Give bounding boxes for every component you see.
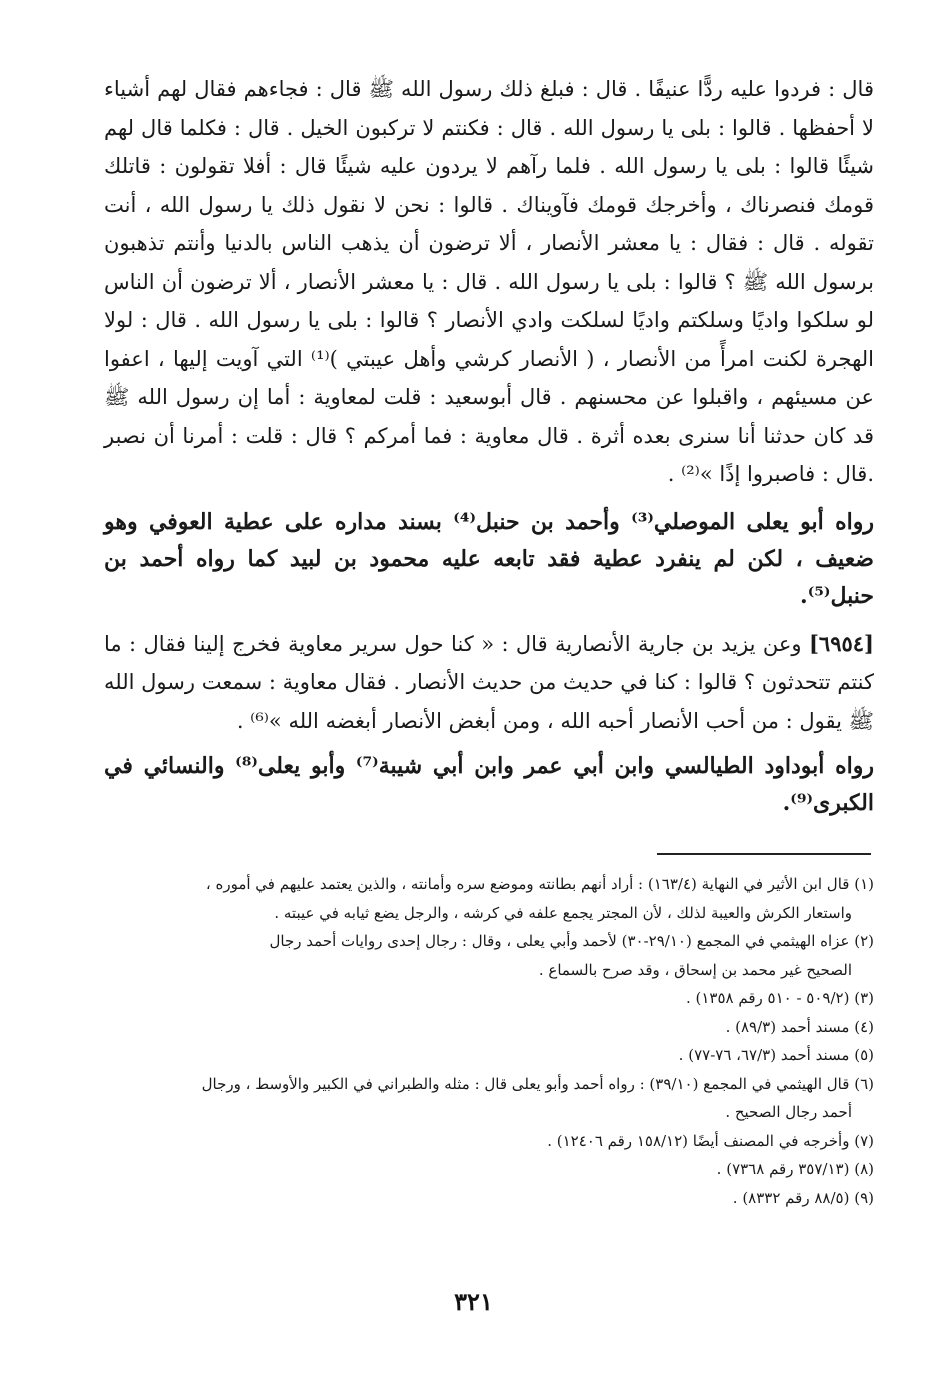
footnote-continuation: واستعار الكرش والعيبة لذلك ، لأن المجتر يجمع علفه في كرشه ، والرجل يضع ثيابه في عيبته . — [274, 903, 852, 922]
footnote — [104, 1155, 874, 1184]
takhrij-paragraph: رواه أبو يعلى الموصلي⁽³⁾ وأحمد بن حنبل⁽⁴⁾ بسند مداره على عطية العوفي وهو ضعيف ، لكن لم ينفرد عطية فقد تابعه عليه محمود بن لبيد كما رواه أحمد بن حنبل⁽⁵⁾. — [104, 508, 875, 609]
footnote-marker: (١) — [854, 875, 874, 893]
footnote-text: وأخرجه في المصنف أيضًا (١٥٨/١٢ رقم ١٢٤٠٦) . — [547, 1131, 850, 1150]
page-number: ٣٢١ — [454, 1287, 493, 1316]
footnote — [104, 1127, 874, 1156]
footnote-text: مسند أحمد (٦٧/٣، ٧٦-٧٧) . — [678, 1046, 850, 1064]
footnote — [104, 1041, 874, 1070]
footnote — [104, 1013, 874, 1042]
footnote-marker: (٣) — [854, 989, 874, 1007]
footnote-text: (٥٠٩/٢ - ٥١٠ رقم ١٣٥٨) . — [685, 989, 850, 1007]
hadith-number: [٦٩٥٤] — [808, 630, 874, 656]
footnote-continuation: أحمد رجال الصحيح . — [725, 1103, 852, 1121]
footnote — [104, 1070, 874, 1127]
footnote-text: مسند أحمد (٨٩/٣) . — [725, 1017, 850, 1036]
footnote-marker: (٥) — [854, 1046, 874, 1064]
footnote-marker: (٨) — [854, 1160, 874, 1178]
footnote-continuation: الصحيح غير محمد بن إسحاق ، وقد صرح بالسماع . — [538, 960, 852, 979]
footnote-marker: (٤) — [854, 1017, 874, 1036]
footnote — [104, 1184, 874, 1213]
main-text — [104, 70, 874, 822]
hadith-text: وعن يزيد بن جارية الأنصارية قال : « كنا حول سرير معاوية فخرج إلينا فقال : ما كنتم تتحدثون ؟ قالوا : كنا في حديث من حديث الأنصار . فقال معاوية : سمعت رسول الله ﷺ يقول : من أحب الأنصار أحبه الله ، ومن أبغض الأنصار أبغضه الله »⁽⁶⁾ . — [104, 631, 874, 733]
footnote-marker: (٩) — [854, 1188, 874, 1207]
footnote — [104, 870, 874, 927]
footnote-text: قال ابن الأثير في النهاية (١٦٣/٤) : أراد أنهم بطانته وموضع سره وأمانته ، والذين يعتمد عليهم في أموره ، — [205, 875, 850, 893]
footnote-marker: (٦) — [854, 1074, 874, 1093]
footnote-text: (٣٥٧/١٣ رقم ٧٣٦٨) . — [716, 1160, 850, 1178]
footnote-marker: (٢) — [854, 932, 874, 950]
footnote-marker: (٧) — [854, 1131, 874, 1150]
footnote-text: عزاه الهيثمي في المجمع (٢٩/١٠-٣٠) لأحمد وأبي يعلى ، وقال : رجال إحدى روايات أحمد رجال — [269, 932, 850, 950]
takhrij-paragraph-2: رواه أبوداود الطيالسي وابن أبي عمر وابن أبي شيبة⁽⁷⁾ وأبو يعلى⁽⁸⁾ والنسائي في الكبرى⁽⁹⁾. — [104, 753, 874, 816]
footnote-divider — [657, 853, 871, 855]
footnotes — [104, 870, 874, 1212]
hadith-paragraph: قال : فردوا عليه ردًّا عنيفًا . قال : فبلغ ذلك رسول الله ﷺ قال : فجاءهم فقال لهم أشياء لا أحفظها . قالوا : بلى يا رسول الله . قال : فكنتم لا تركبون الخيل . قال : فكلما قال لهم شيئًا قالوا : بلى يا رسول الله . فلما رآهم لا يردون عليه شيئًا قال : أفلا تقولون : قاتلك قومك فنصرناك ، وأخرجك قومك فآويناك . قالوا : نحن لا نقول ذلك يا رسول الله ، أنت تقوله . قال : فقال : يا معشر الأنصار ، ألا ترضون أن يذهب الناس بالدنيا وأنتم تذهبون برسول الله ﷺ ؟ قالوا : بلى يا رسول الله . قال : يا معشر الأنصار ، ألا ترضون أن الناس لو سلكوا واديًا وسلكتم واديًا لسلكت وادي الأنصار ؟ قالوا : بلى يا رسول الله . قال : لولا الهجرة لكنت امرأً من الأنصار ، ( الأنصار كرشي وأهل عيبتي )⁽¹⁾ التي آويت إليها ، اعفوا عن مسيئهم ، واقبلوا عن محسنهم . قال أبوسعيد : قلت لمعاوية : أما إن رسول الله ﷺ قد كان حدثنا أنا سنرى بعده أثرة . قال معاوية : فما أمركم ؟ قال : قلت : أمرنا أن نصبر .قال : فاصبروا إذًا »⁽²⁾ . — [104, 77, 874, 486]
hadith-paragraph-2 — [104, 625, 874, 741]
footnote — [104, 984, 874, 1013]
footnote — [104, 927, 874, 984]
footnote-text: (٨٨/٥ رقم ٨٣٣٢) . — [732, 1188, 850, 1207]
footnote-text: قال الهيثمي في المجمع (٣٩/١٠) : رواه أحمد وأبو يعلى قال : مثله والطبراني في الكبير والأوسط ، ورجال — [201, 1074, 850, 1093]
